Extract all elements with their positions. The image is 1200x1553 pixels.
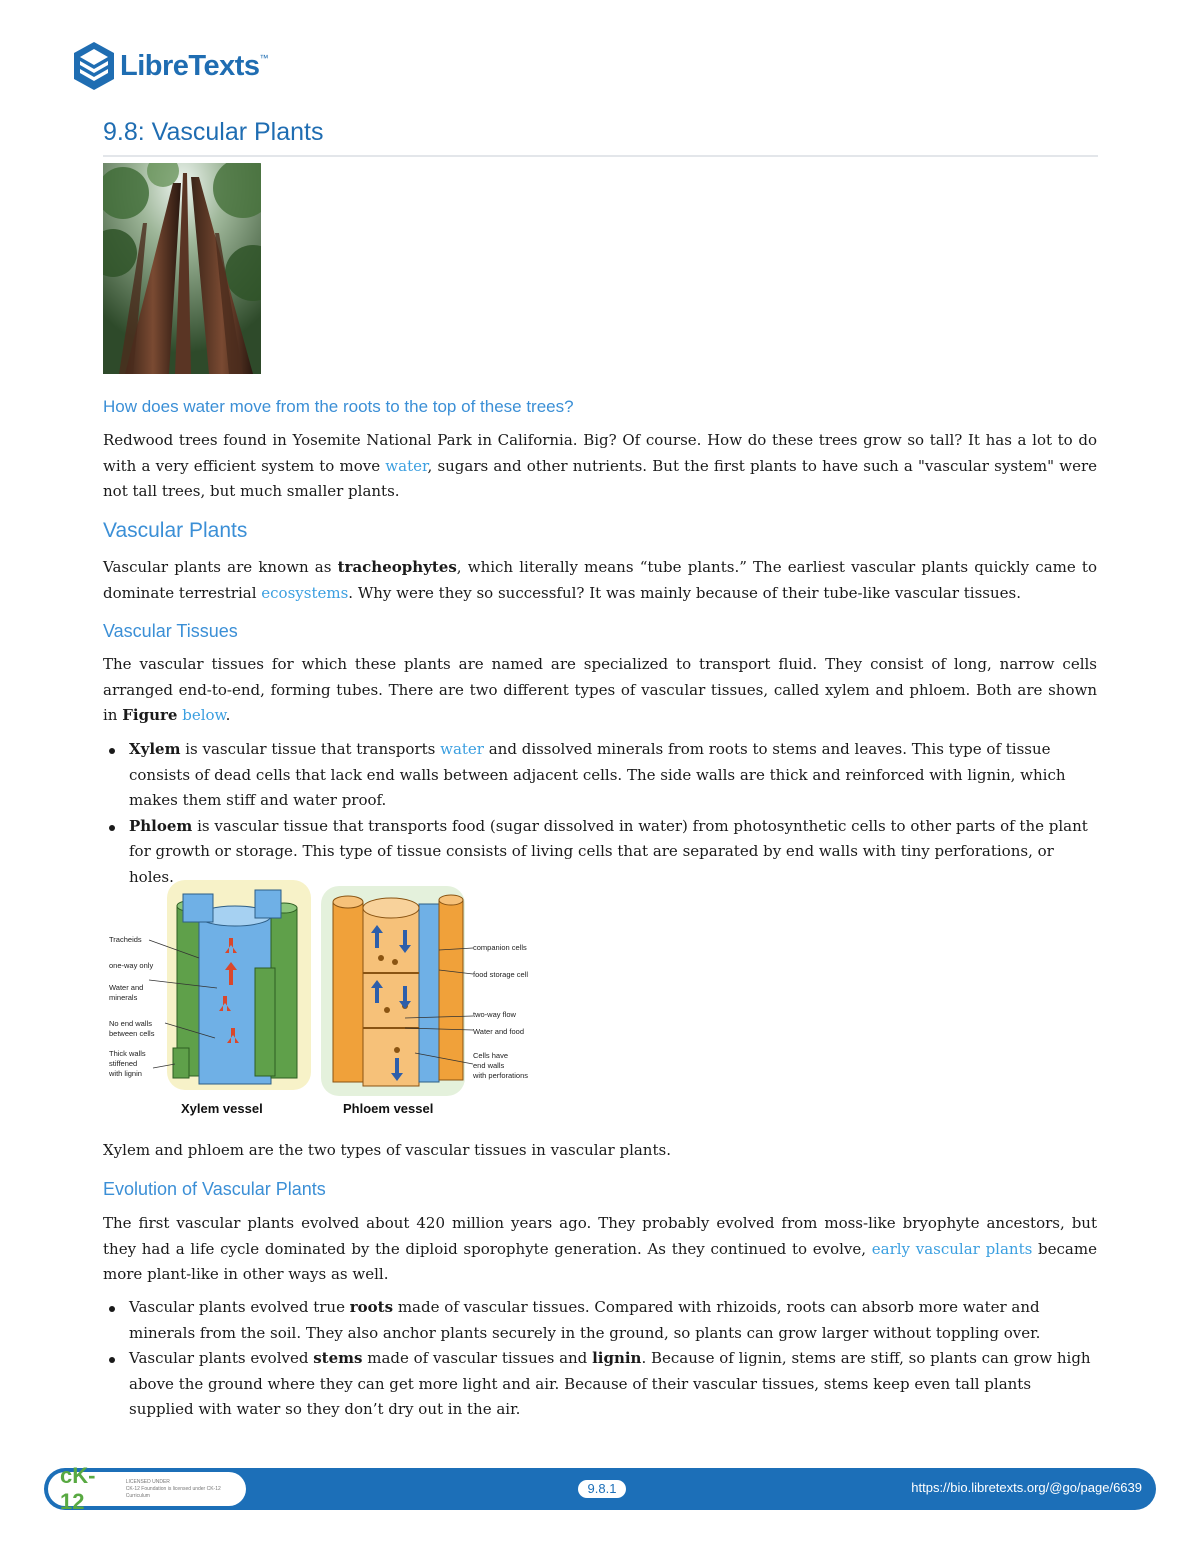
- fig-label: Thick walls: [109, 1049, 146, 1058]
- evolution-heading-wrap: [103, 1179, 1097, 1200]
- vp-text-1: Vascular plants are known as: [103, 558, 338, 576]
- vascular-tissues-paragraph: [103, 652, 1097, 729]
- vascular-tissues-heading-wrap: [103, 621, 1097, 642]
- fig-label: Tracheids: [109, 935, 142, 944]
- intro-section: [103, 397, 1097, 417]
- ck12-logo[interactable]: [48, 1463, 246, 1514]
- fig-label: with lignin: [109, 1069, 142, 1078]
- footer-url-link[interactable]: https://bio.libretexts.org/@go/page/6639: [911, 1480, 1142, 1495]
- list-item-stems: [103, 1346, 1097, 1423]
- ck12-license-line-1: LICENSED UNDER: [125, 1478, 170, 1485]
- bullet-icon: [109, 1306, 115, 1312]
- fig-label: Cells have: [473, 1051, 509, 1060]
- early-vascular-plants-link[interactable]: early vascular plants: [871, 1239, 1033, 1258]
- tracheophytes-term: tracheophytes: [337, 558, 457, 576]
- evo-text-2: became more plant-like in other ways as well.: [103, 1239, 1097, 1283]
- ck12-license-text: [126, 1479, 246, 1500]
- vt-text-1: The vascular tissues for which these plants are named are specialized to transport fluid. They consist of long, narrow cells arranged end-to-end, forming tubes. There are two different types of vascular tissues, called xylem and phloem. Both are shown in: [103, 655, 1097, 724]
- ck12-wordmark: cK-12: [60, 1463, 96, 1514]
- intro-text-1: Redwood trees found in Yosemite National Park in California. Big? Of course. How do these trees grow so tall? It has a lot to do with a very efficient system to move: [103, 431, 1097, 475]
- intro-question: [103, 397, 1097, 417]
- xylem-vessel-title: Xylem vessel: [181, 1101, 263, 1116]
- roots-text-2: made of vascular tissues. Compared with rhizoids, roots can absorb more water and minerals from the soil. They also anchor plants securely in the ground, so plants can grow larger without toppling over.: [129, 1298, 1041, 1342]
- evolution-paragraph: [103, 1211, 1097, 1288]
- evolution-list: [103, 1295, 1097, 1423]
- fig-label: end walls: [473, 1061, 505, 1070]
- vascular-plants-heading-wrap: [103, 519, 1097, 543]
- redwood-trees-photo: [103, 163, 261, 374]
- intro-paragraph: [103, 428, 1097, 505]
- fig-label: with perforations: [473, 1071, 529, 1080]
- stems-text-2: made of vascular tissues and: [362, 1349, 593, 1367]
- fig-label: Water and: [109, 983, 144, 992]
- section-heading-vascular-plants: Vascular Plants: [103, 519, 248, 542]
- vp-text-3: . Why were they so successful? It was mainly because of their tube-like vascular tissues.: [348, 583, 1021, 602]
- xylem-phloem-figure: [105, 878, 545, 1118]
- xylem-water-link[interactable]: water: [440, 740, 484, 758]
- vt-text-2: .: [225, 706, 231, 724]
- phloem-term: Phloem: [129, 816, 193, 835]
- xylem-text-1: is vascular tissue that transports: [180, 740, 441, 758]
- fig-label: food storage cell: [473, 970, 529, 979]
- fig-label: one-way only: [109, 961, 154, 970]
- stems-text-1: Vascular plants evolved: [129, 1349, 314, 1367]
- logo-trademark: ™: [259, 53, 269, 63]
- ck12-logo-text: [60, 1463, 120, 1515]
- fig-label: minerals: [109, 993, 138, 1002]
- fig-label: No end walls: [109, 1019, 152, 1028]
- lignin-term: lignin: [592, 1349, 642, 1367]
- page-title: 9.8: Vascular Plants: [103, 118, 324, 146]
- vp-text-2: , which literally means “tube plants.” The earliest vascular plants quickly came to dominate terrestrial: [103, 558, 1097, 602]
- section-heading-vascular-tissues: Vascular Tissues: [103, 621, 238, 641]
- intro-question-text: How does water move from the roots to the top of these trees?: [103, 397, 574, 416]
- stems-term: stems: [313, 1349, 363, 1367]
- vascular-plants-paragraph: [103, 555, 1097, 606]
- phloem-vessel-title: Phloem vessel: [343, 1101, 434, 1116]
- roots-term: roots: [349, 1298, 394, 1316]
- xylem-text-2: and dissolved minerals from roots to stems and leaves. This type of tissue consists of dead cells that lack end walls between adjacent cells. The side walls are thick and reinforced with lignin, which makes them stiff and water proof.: [129, 740, 1066, 809]
- fig-label: Water and food: [473, 1027, 525, 1036]
- fig-label: two-way flow: [473, 1010, 516, 1019]
- figure-ref: Figure: [122, 706, 178, 724]
- bullet-icon: [109, 1357, 115, 1363]
- list-item-xylem: [103, 737, 1097, 814]
- fig-label: between cells: [109, 1029, 155, 1038]
- bullet-icon: [109, 825, 115, 831]
- ecosystems-link[interactable]: ecosystems: [261, 583, 349, 602]
- tissue-list: [103, 737, 1097, 890]
- fig-label: companion cells: [473, 943, 527, 952]
- page-number: 9.8.1: [578, 1480, 626, 1498]
- page-footer: [44, 1463, 1156, 1514]
- phloem-text: is vascular tissue that transports food (sugar dissolved in water) from photosynthetic cells to other parts of the plant for growth or storage. This type of tissue consists of living cells that are separated by end walls with tiny perforations, or holes.: [129, 816, 1088, 886]
- libretexts-logo[interactable]: [72, 40, 269, 92]
- bullet-icon: [109, 748, 115, 754]
- title-divider: [103, 155, 1098, 157]
- fig-label: stiffened: [109, 1059, 138, 1068]
- roots-text-1: Vascular plants evolved true: [129, 1298, 350, 1316]
- evo-text-1: The first vascular plants evolved about 420 million years ago. They probably evolved from moss-like bryophyte ancestors, but they had a life cycle dominated by the diploid sporophyte generation. As they continued to evolve,: [103, 1214, 1097, 1258]
- section-heading-evolution: Evolution of Vascular Plants: [103, 1179, 326, 1199]
- water-link[interactable]: water: [385, 456, 428, 475]
- logo-text: LibreTexts: [120, 49, 260, 82]
- ck12-license-line-2: CK-12 Foundation is licensed under CK-12 Curriculum: [125, 1485, 221, 1499]
- phloem-vessel-drawing: [333, 895, 473, 1086]
- xylem-term: Xylem: [129, 740, 181, 758]
- list-item-roots: [103, 1295, 1097, 1346]
- intro-text-2: , sugars and other nutrients. But the first plants to have such a "vascular system" were not tall trees, but much smaller plants.: [103, 456, 1097, 500]
- figure-caption: [103, 1138, 1097, 1164]
- stems-text-3: . Because of lignin, stems are stiff, so plants can grow high above the ground where they can get more light and air. Because of their vascular tissues, stems keep even tall plants supplied with water so they don’t dry out in the air.: [129, 1349, 1091, 1418]
- libretexts-book-icon: [72, 41, 116, 91]
- figure-below-link[interactable]: below: [182, 706, 226, 724]
- figure-caption-text: Xylem and phloem are the two types of vascular tissues in vascular plants.: [103, 1141, 671, 1159]
